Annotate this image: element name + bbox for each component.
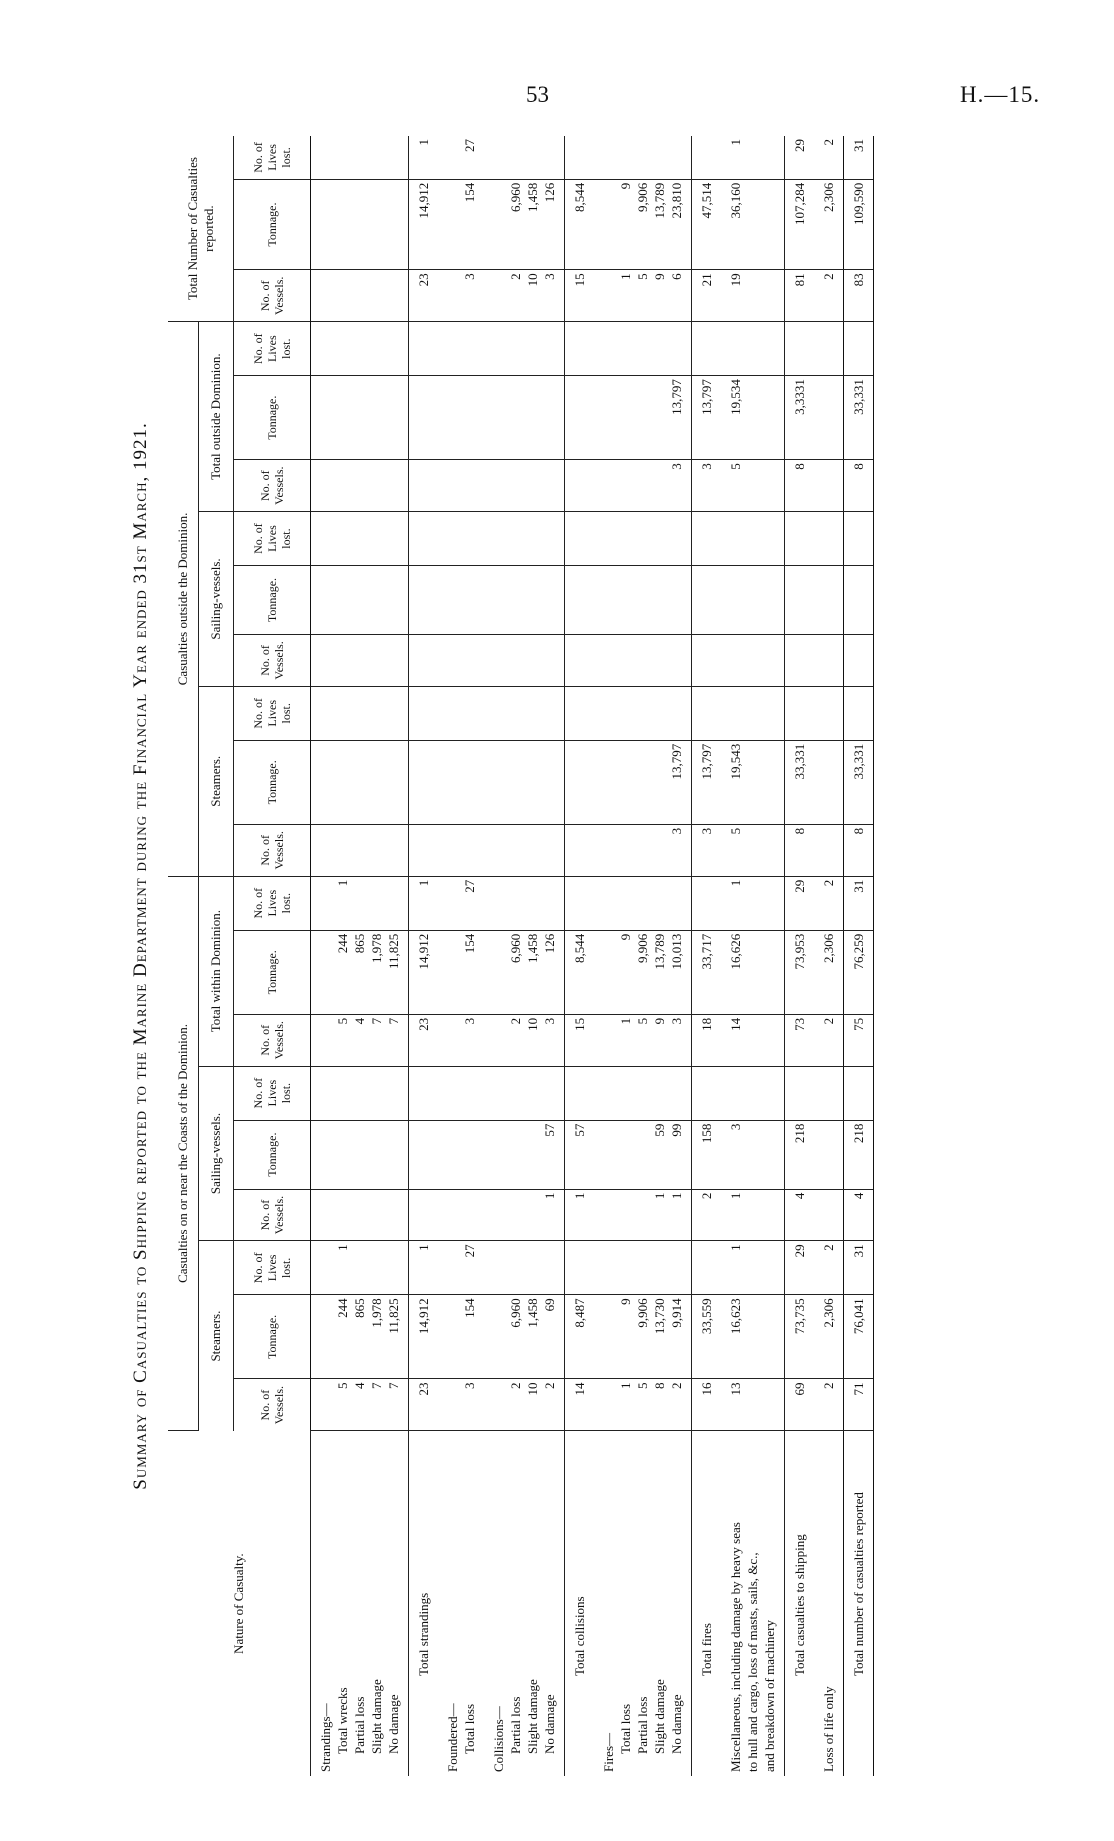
value-cell: 107,284 bbox=[785, 179, 815, 270]
value-cell bbox=[565, 460, 595, 512]
column-heading-lives: No. of Lives lost. bbox=[234, 686, 311, 740]
value-cell: 8,544 bbox=[565, 179, 595, 270]
column-heading-vessels: No. of Vessels. bbox=[234, 1189, 311, 1241]
value-cell: 33,331 bbox=[844, 740, 874, 824]
column-heading-vessels: No. of Vessels. bbox=[234, 1014, 311, 1066]
value-cell: 1 bbox=[721, 876, 785, 930]
value-cell: 2 bbox=[814, 270, 844, 322]
value-cell bbox=[692, 1066, 722, 1120]
value-cell bbox=[409, 686, 439, 740]
value-cell bbox=[594, 566, 692, 635]
value-cell bbox=[311, 566, 409, 635]
value-cell bbox=[409, 635, 439, 687]
sailing-vessels-heading: Sailing-vessels. bbox=[199, 1066, 234, 1241]
value-cell: 33,331 bbox=[785, 740, 815, 824]
value-cell bbox=[565, 1066, 595, 1120]
column-heading-vessels: No. of Vessels. bbox=[234, 824, 311, 876]
outside-dominion-group-heading: Casualties outside the Dominion. bbox=[168, 322, 199, 877]
column-heading-tonnage: Tonnage. bbox=[234, 566, 311, 635]
value-cell bbox=[814, 1120, 844, 1189]
value-cell: 8,487 bbox=[565, 1295, 595, 1379]
value-cell bbox=[484, 512, 565, 566]
value-cell bbox=[692, 566, 722, 635]
value-cell bbox=[565, 824, 595, 876]
row-label: Total strandings bbox=[409, 1431, 439, 1776]
within-dominion-group-heading: Casualties on or near the Coasts of the Dominion. bbox=[168, 876, 199, 1431]
value-cell bbox=[814, 635, 844, 687]
value-cell: 109,590 bbox=[844, 179, 874, 270]
value-cell: 1 bbox=[311, 1241, 409, 1295]
value-cell: 3,3331 bbox=[785, 376, 815, 460]
column-heading-tonnage: Tonnage. bbox=[234, 376, 311, 460]
value-cell: 21 bbox=[692, 270, 722, 322]
value-cell: 73,735 bbox=[785, 1295, 815, 1379]
table-row bbox=[844, 136, 874, 1776]
value-cell: 76,259 bbox=[844, 930, 874, 1014]
value-cell: 2,306 bbox=[814, 1295, 844, 1379]
value-cell bbox=[565, 566, 595, 635]
value-cell bbox=[409, 1120, 439, 1189]
value-cell: 1 bbox=[311, 876, 409, 930]
table-row bbox=[565, 136, 595, 1776]
table-title: Summary of Casualties to Shipping reported to the Marine Department during the Financial Year ended 31st March, 1921. bbox=[130, 422, 151, 1490]
value-cell bbox=[409, 566, 439, 635]
value-cell bbox=[311, 270, 409, 322]
value-cell bbox=[565, 322, 595, 376]
value-cell: 3 bbox=[594, 824, 692, 876]
value-cell: 14,912 bbox=[409, 1295, 439, 1379]
value-cell bbox=[438, 635, 484, 687]
value-cell: 2 bbox=[814, 876, 844, 930]
value-cell bbox=[311, 1189, 409, 1241]
value-cell bbox=[721, 1066, 785, 1120]
value-cell bbox=[814, 1189, 844, 1241]
value-cell bbox=[311, 686, 409, 740]
total-outside-heading: Total outside Dominion. bbox=[199, 322, 234, 512]
value-cell: 1 bbox=[721, 136, 785, 179]
value-cell bbox=[721, 566, 785, 635]
value-cell bbox=[409, 512, 439, 566]
value-cell bbox=[438, 740, 484, 824]
value-cell bbox=[594, 136, 692, 179]
value-cell bbox=[565, 136, 595, 179]
value-cell bbox=[785, 512, 815, 566]
table-row bbox=[692, 136, 722, 1776]
value-cell bbox=[594, 876, 692, 930]
value-cell bbox=[484, 686, 565, 740]
value-cell: 29 bbox=[785, 876, 815, 930]
value-cell: 2 10 3 bbox=[484, 1014, 565, 1066]
value-cell: 8 bbox=[785, 460, 815, 512]
value-cell bbox=[438, 512, 484, 566]
value-cell bbox=[409, 824, 439, 876]
value-cell bbox=[844, 686, 874, 740]
value-cell bbox=[409, 740, 439, 824]
value-cell: 4 bbox=[785, 1189, 815, 1241]
table-row bbox=[721, 136, 785, 1776]
value-cell: 16,626 bbox=[721, 930, 785, 1014]
column-heading-vessels: No. of Vessels. bbox=[234, 635, 311, 687]
value-cell bbox=[311, 136, 409, 179]
value-cell: 13,797 bbox=[692, 740, 722, 824]
table-row bbox=[785, 136, 815, 1776]
value-cell: 29 bbox=[785, 136, 815, 179]
value-cell bbox=[484, 1241, 565, 1295]
value-cell: 19,534 bbox=[721, 376, 785, 460]
document-reference: H.—15. bbox=[960, 82, 1041, 107]
value-cell: 4 bbox=[844, 1189, 874, 1241]
value-cell: 33,331 bbox=[844, 376, 874, 460]
value-cell: 81 bbox=[785, 270, 815, 322]
value-cell bbox=[311, 740, 409, 824]
value-cell bbox=[438, 566, 484, 635]
value-cell bbox=[438, 824, 484, 876]
value-cell bbox=[814, 512, 844, 566]
value-cell bbox=[814, 376, 844, 460]
value-cell bbox=[692, 1241, 722, 1295]
value-cell bbox=[692, 322, 722, 376]
value-cell: 33,717 bbox=[692, 930, 722, 1014]
value-cell: 75 bbox=[844, 1014, 874, 1066]
value-cell: 1 bbox=[409, 136, 439, 179]
value-cell: 154 bbox=[438, 930, 484, 1014]
value-cell bbox=[565, 1241, 595, 1295]
value-cell bbox=[692, 136, 722, 179]
value-cell: 57 bbox=[565, 1120, 595, 1189]
value-cell: 59 99 bbox=[594, 1120, 692, 1189]
value-cell: 2 bbox=[814, 1241, 844, 1295]
value-cell bbox=[484, 460, 565, 512]
value-cell bbox=[594, 322, 692, 376]
value-cell bbox=[565, 635, 595, 687]
value-cell: 2 bbox=[814, 136, 844, 179]
value-cell bbox=[594, 1241, 692, 1295]
value-cell bbox=[844, 635, 874, 687]
value-cell bbox=[594, 635, 692, 687]
value-cell bbox=[721, 635, 785, 687]
value-cell bbox=[409, 1189, 439, 1241]
value-cell bbox=[785, 686, 815, 740]
value-cell bbox=[484, 876, 565, 930]
value-cell bbox=[311, 635, 409, 687]
value-cell: 14 bbox=[565, 1379, 595, 1431]
row-label: Loss of life only bbox=[821, 1686, 836, 1772]
column-heading-tonnage: Tonnage. bbox=[234, 179, 311, 270]
value-cell bbox=[844, 512, 874, 566]
value-cell: 218 bbox=[844, 1120, 874, 1189]
value-cell bbox=[721, 322, 785, 376]
value-cell bbox=[565, 512, 595, 566]
value-cell: 3 bbox=[438, 1379, 484, 1431]
value-cell: 5 bbox=[721, 824, 785, 876]
value-cell bbox=[814, 686, 844, 740]
value-cell bbox=[484, 635, 565, 687]
rotated-table-sheet bbox=[130, 136, 960, 1776]
value-cell: 71 bbox=[844, 1379, 874, 1431]
value-cell: 16 bbox=[692, 1379, 722, 1431]
value-cell bbox=[438, 460, 484, 512]
value-cell bbox=[814, 460, 844, 512]
value-cell: 2 10 2 bbox=[484, 1379, 565, 1431]
row-label: Fires— Total loss Partial loss Slight damage No damage bbox=[601, 1679, 684, 1772]
value-cell: 73 bbox=[785, 1014, 815, 1066]
value-cell bbox=[692, 635, 722, 687]
value-cell bbox=[814, 1066, 844, 1120]
value-cell: 57 bbox=[484, 1120, 565, 1189]
value-cell bbox=[409, 460, 439, 512]
value-cell bbox=[484, 376, 565, 460]
value-cell bbox=[484, 1066, 565, 1120]
value-cell: 154 bbox=[438, 1295, 484, 1379]
value-cell: 83 bbox=[844, 270, 874, 322]
value-cell bbox=[814, 322, 844, 376]
value-cell: 13,797 bbox=[594, 740, 692, 824]
value-cell bbox=[844, 566, 874, 635]
value-cell: 1 bbox=[484, 1189, 565, 1241]
row-label: Foundered— Total loss bbox=[445, 1703, 477, 1772]
value-cell: 6,960 1,458 126 bbox=[484, 179, 565, 270]
value-cell bbox=[311, 376, 409, 460]
value-cell: 1 bbox=[721, 1189, 785, 1241]
value-cell: 23 bbox=[409, 1379, 439, 1431]
value-cell bbox=[311, 824, 409, 876]
value-cell: 9 9,906 13,730 9,914 bbox=[594, 1295, 692, 1379]
value-cell: 9 9,906 13,789 23,810 bbox=[594, 179, 692, 270]
value-cell bbox=[311, 460, 409, 512]
row-label: Total collisions bbox=[565, 1431, 595, 1776]
value-cell: 8 bbox=[844, 824, 874, 876]
value-cell: 27 bbox=[438, 1241, 484, 1295]
steamers-heading: Steamers. bbox=[199, 1241, 234, 1431]
value-cell: 23 bbox=[409, 270, 439, 322]
value-cell: 23 bbox=[409, 1014, 439, 1066]
value-cell bbox=[484, 740, 565, 824]
value-cell: 1 bbox=[721, 1241, 785, 1295]
value-cell bbox=[814, 824, 844, 876]
value-cell: 69 bbox=[785, 1379, 815, 1431]
value-cell bbox=[438, 686, 484, 740]
value-cell: 5 4 7 7 bbox=[311, 1379, 409, 1431]
table-row bbox=[484, 136, 565, 1776]
value-cell: 8 bbox=[785, 824, 815, 876]
value-cell bbox=[814, 740, 844, 824]
value-cell: 27 bbox=[438, 876, 484, 930]
value-cell bbox=[594, 686, 692, 740]
value-cell: 13,797 bbox=[594, 376, 692, 460]
value-cell: 1 bbox=[409, 876, 439, 930]
value-cell: 244 865 1,978 11,825 bbox=[311, 1295, 409, 1379]
value-cell: 76,041 bbox=[844, 1295, 874, 1379]
value-cell bbox=[409, 376, 439, 460]
value-cell bbox=[692, 876, 722, 930]
value-cell bbox=[438, 1066, 484, 1120]
column-heading-vessels: No. of Vessels. bbox=[234, 460, 311, 512]
value-cell bbox=[844, 1066, 874, 1120]
value-cell: 18 bbox=[692, 1014, 722, 1066]
value-cell: 13 bbox=[721, 1379, 785, 1431]
outside-steamers-heading: Steamers. bbox=[199, 686, 234, 876]
value-cell: 218 bbox=[785, 1120, 815, 1189]
value-cell bbox=[484, 824, 565, 876]
value-cell bbox=[438, 376, 484, 460]
value-cell bbox=[594, 512, 692, 566]
value-cell bbox=[484, 322, 565, 376]
value-cell bbox=[438, 1189, 484, 1241]
value-cell bbox=[814, 566, 844, 635]
row-label: Strandings— Total wrecks Partial loss Slight damage No damage bbox=[318, 1679, 401, 1772]
value-cell: 1 5 9 3 bbox=[594, 1014, 692, 1066]
value-cell: 2,306 bbox=[814, 930, 844, 1014]
table-row bbox=[594, 136, 692, 1776]
value-cell: 29 bbox=[785, 1241, 815, 1295]
value-cell: 6,960 1,458 69 bbox=[484, 1295, 565, 1379]
total-within-heading: Total within Dominion. bbox=[199, 876, 234, 1066]
row-label: Total number of casualties reported bbox=[844, 1431, 874, 1776]
value-cell: 36,160 bbox=[721, 179, 785, 270]
value-cell: 8,544 bbox=[565, 930, 595, 1014]
value-cell bbox=[692, 686, 722, 740]
value-cell bbox=[692, 512, 722, 566]
row-label: Total casualties to shipping bbox=[785, 1431, 815, 1776]
value-cell bbox=[438, 322, 484, 376]
value-cell: 3 bbox=[438, 270, 484, 322]
value-cell bbox=[438, 1120, 484, 1189]
value-cell: 16,623 bbox=[721, 1295, 785, 1379]
table-row bbox=[438, 136, 484, 1776]
value-cell bbox=[565, 686, 595, 740]
value-cell: 2 bbox=[814, 1379, 844, 1431]
value-cell: 1 bbox=[409, 1241, 439, 1295]
nature-of-casualty-heading: Nature of Casualty. bbox=[168, 1431, 311, 1776]
value-cell: 158 bbox=[692, 1120, 722, 1189]
value-cell: 1 bbox=[565, 1189, 595, 1241]
value-cell bbox=[409, 322, 439, 376]
value-cell bbox=[785, 1066, 815, 1120]
value-cell: 14 bbox=[721, 1014, 785, 1066]
column-heading-lives: No. of Lives lost. bbox=[234, 1066, 311, 1120]
column-heading-tonnage: Tonnage. bbox=[234, 740, 311, 824]
value-cell: 14,912 bbox=[409, 930, 439, 1014]
page-number: 53 bbox=[526, 82, 549, 107]
value-cell bbox=[785, 566, 815, 635]
column-heading-lives: No. of Lives lost. bbox=[234, 512, 311, 566]
value-cell bbox=[721, 686, 785, 740]
value-cell: 47,514 bbox=[692, 179, 722, 270]
value-cell: 19 bbox=[721, 270, 785, 322]
value-cell: 5 bbox=[721, 460, 785, 512]
value-cell: 15 bbox=[565, 1014, 595, 1066]
value-cell bbox=[785, 635, 815, 687]
value-cell: 3 bbox=[594, 460, 692, 512]
value-cell bbox=[311, 179, 409, 270]
value-cell: 1 1 bbox=[594, 1189, 692, 1241]
value-cell: 6,960 1,458 126 bbox=[484, 930, 565, 1014]
column-heading-tonnage: Tonnage. bbox=[234, 1120, 311, 1189]
value-cell: 13,797 bbox=[692, 376, 722, 460]
value-cell: 1 5 9 6 bbox=[594, 270, 692, 322]
value-cell: 31 bbox=[844, 136, 874, 179]
value-cell: 2,306 bbox=[814, 179, 844, 270]
value-cell bbox=[311, 512, 409, 566]
value-cell: 3 bbox=[692, 460, 722, 512]
value-cell bbox=[565, 740, 595, 824]
value-cell bbox=[721, 512, 785, 566]
value-cell bbox=[409, 1066, 439, 1120]
value-cell: 2 10 3 bbox=[484, 270, 565, 322]
value-cell: 154 bbox=[438, 179, 484, 270]
table-row bbox=[814, 136, 844, 1776]
value-cell: 2 bbox=[814, 1014, 844, 1066]
value-cell bbox=[311, 1120, 409, 1189]
value-cell: 9 9,906 13,789 10,013 bbox=[594, 930, 692, 1014]
table-row bbox=[311, 136, 409, 1776]
value-cell bbox=[311, 322, 409, 376]
column-heading-vessels: No. of Vessels. bbox=[234, 270, 311, 322]
casualty-summary-table bbox=[168, 136, 874, 1776]
total-reported-heading: Total Number of Casualties reported. bbox=[168, 136, 234, 322]
value-cell: 14,912 bbox=[409, 179, 439, 270]
column-heading-lives: No. of Lives lost. bbox=[234, 876, 311, 930]
row-label: Miscellaneous, including damage by heavy seas to hull and cargo, loss of masts, sails, &c., and breakdown of machinery bbox=[728, 1522, 777, 1772]
row-label: Collisions— Partial loss Slight damage No damage bbox=[491, 1679, 557, 1772]
value-cell bbox=[311, 1066, 409, 1120]
value-cell: 3 bbox=[438, 1014, 484, 1066]
value-cell: 73,953 bbox=[785, 930, 815, 1014]
value-cell: 1 5 8 2 bbox=[594, 1379, 692, 1431]
column-heading-tonnage: Tonnage. bbox=[234, 930, 311, 1014]
table-row bbox=[409, 136, 439, 1776]
value-cell bbox=[484, 136, 565, 179]
value-cell bbox=[785, 322, 815, 376]
value-cell bbox=[565, 376, 595, 460]
value-cell bbox=[565, 876, 595, 930]
value-cell: 31 bbox=[844, 1241, 874, 1295]
column-heading-lives: No. of Lives lost. bbox=[234, 1241, 311, 1295]
value-cell bbox=[484, 566, 565, 635]
value-cell: 15 bbox=[565, 270, 595, 322]
value-cell: 33,559 bbox=[692, 1295, 722, 1379]
column-heading-vessels: No. of Vessels. bbox=[234, 1379, 311, 1431]
value-cell bbox=[844, 322, 874, 376]
value-cell: 2 bbox=[692, 1189, 722, 1241]
value-cell: 19,543 bbox=[721, 740, 785, 824]
value-cell: 31 bbox=[844, 876, 874, 930]
value-cell bbox=[594, 1066, 692, 1120]
value-cell: 27 bbox=[438, 136, 484, 179]
value-cell: 8 bbox=[844, 460, 874, 512]
value-cell: 244 865 1,978 11,825 bbox=[311, 930, 409, 1014]
column-heading-lives: No. of Lives lost. bbox=[234, 322, 311, 376]
value-cell: 3 bbox=[721, 1120, 785, 1189]
column-heading-tonnage: Tonnage. bbox=[234, 1295, 311, 1379]
value-cell: 3 bbox=[692, 824, 722, 876]
outside-sailing-vessels-heading: Sailing-vessels. bbox=[199, 512, 234, 687]
value-cell: 5 4 7 7 bbox=[311, 1014, 409, 1066]
column-heading-lives: No. of Lives lost. bbox=[234, 136, 311, 179]
row-label: Total fires bbox=[692, 1431, 722, 1776]
